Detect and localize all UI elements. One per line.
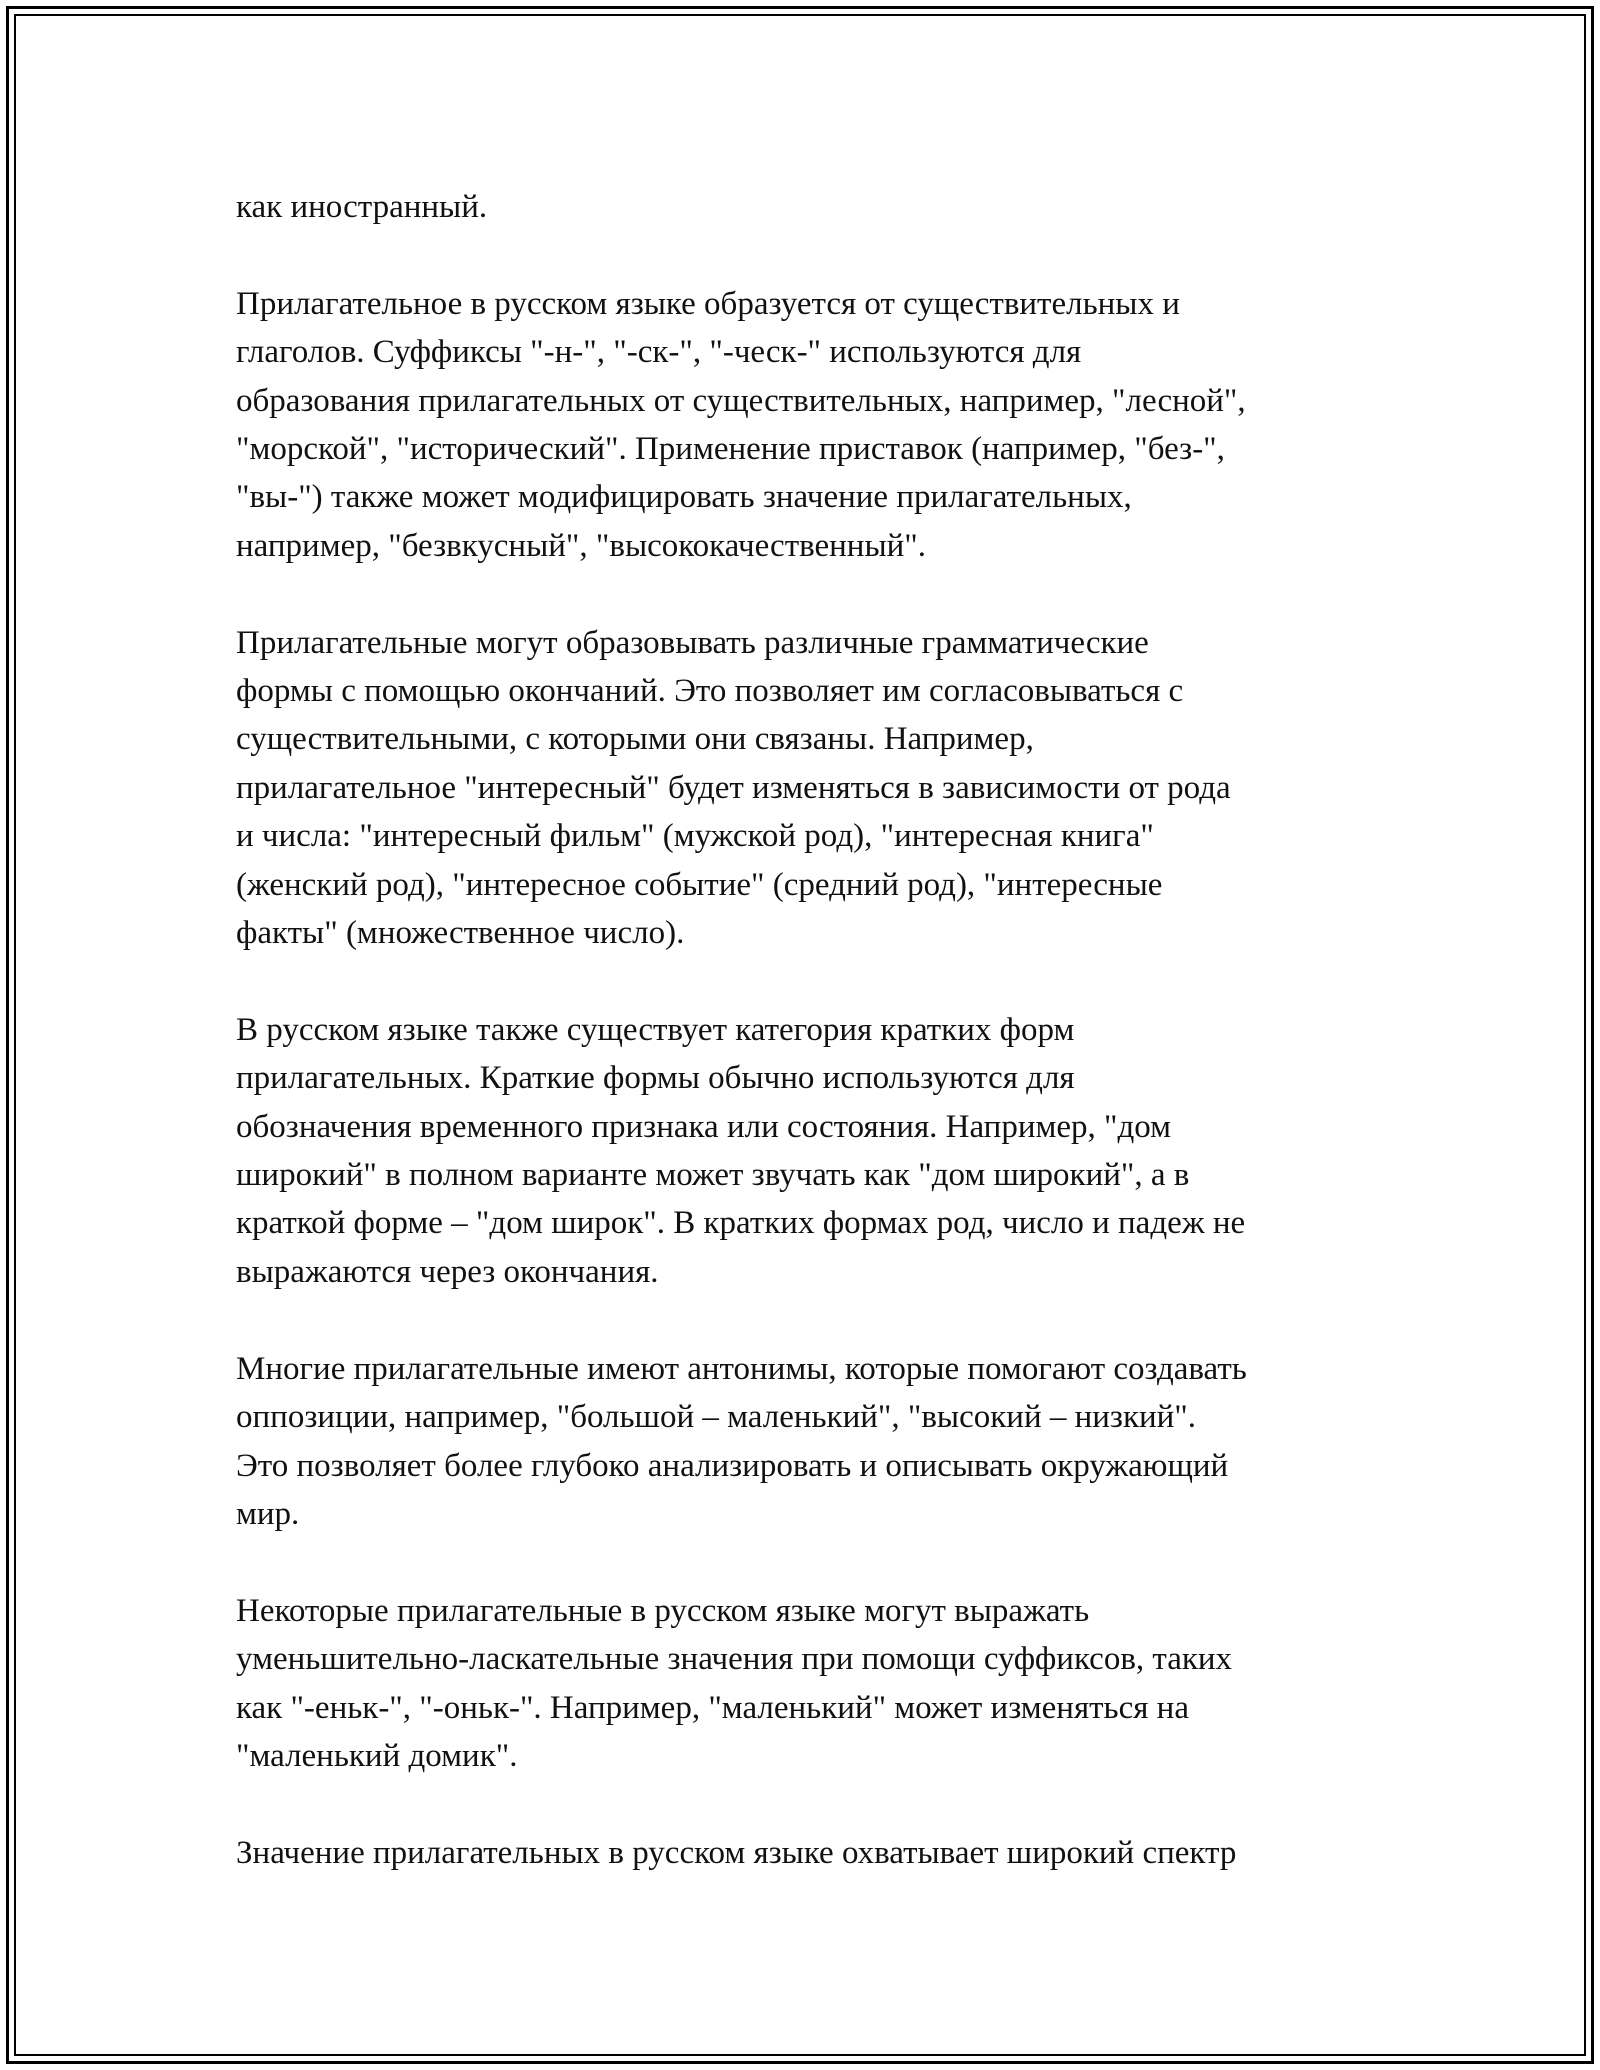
document-body [236,183,1386,1926]
paragraph-5: Многие прилагательные имеют антонимы, которые помогают создавать оппозиции, например, "большой – маленький", "высокий – низкий". Это позволяет более глубоко анализировать и описывать окружающий мир. [236,1350,1247,1532]
paragraph-6: Некоторые прилагательные в русском языке могут выражать уменьшительно-ласкательные значения при помощи суффиксов, таких как "-еньк-", "-оньк-". Например, "маленький" может изменяться на "маленький домик". [236,1592,1233,1774]
paragraph-1: как иностранный. [236,189,488,225]
paragraph-3: Прилагательные могут образовывать различные грамматические формы с помощью окончаний. Это позволяет им согласовываться с существительными, с которыми они связаны. Например, прилагательное "интересный" будет изменяться в зависимости от рода и числа: "интересный фильм" (мужской род), "интересная книга" (женский род), "интересное событие" (средний род), "интересные факты" (множественное число). [236,624,1231,952]
paragraph-7: Значение прилагательных в русском языке охватывает широкий спектр [236,1834,1237,1871]
paragraph-2: Прилагательное в русском языке образуется от существительных и глаголов. Суффиксы "-н-", "-ск-", "-ческ-" используются для образования прилагательных от существительных, например, "лесной", "морской", "исторический". Применение приставок (например, "без-", "вы-") также может модифицировать значение прилагательных, например, "безвкусный", "высококачественный". [236,285,1246,564]
paragraph-4: В русском языке также существует категория кратких форм прилагательных. Краткие формы обычно используются для обозначения временного признака или состояния. Например, "дом широкий" в полном варианте может звучать как "дом широкий", а в краткой форме – "дом широк". В кратких формах род, число и падеж не выражаются через окончания. [236,1011,1246,1290]
